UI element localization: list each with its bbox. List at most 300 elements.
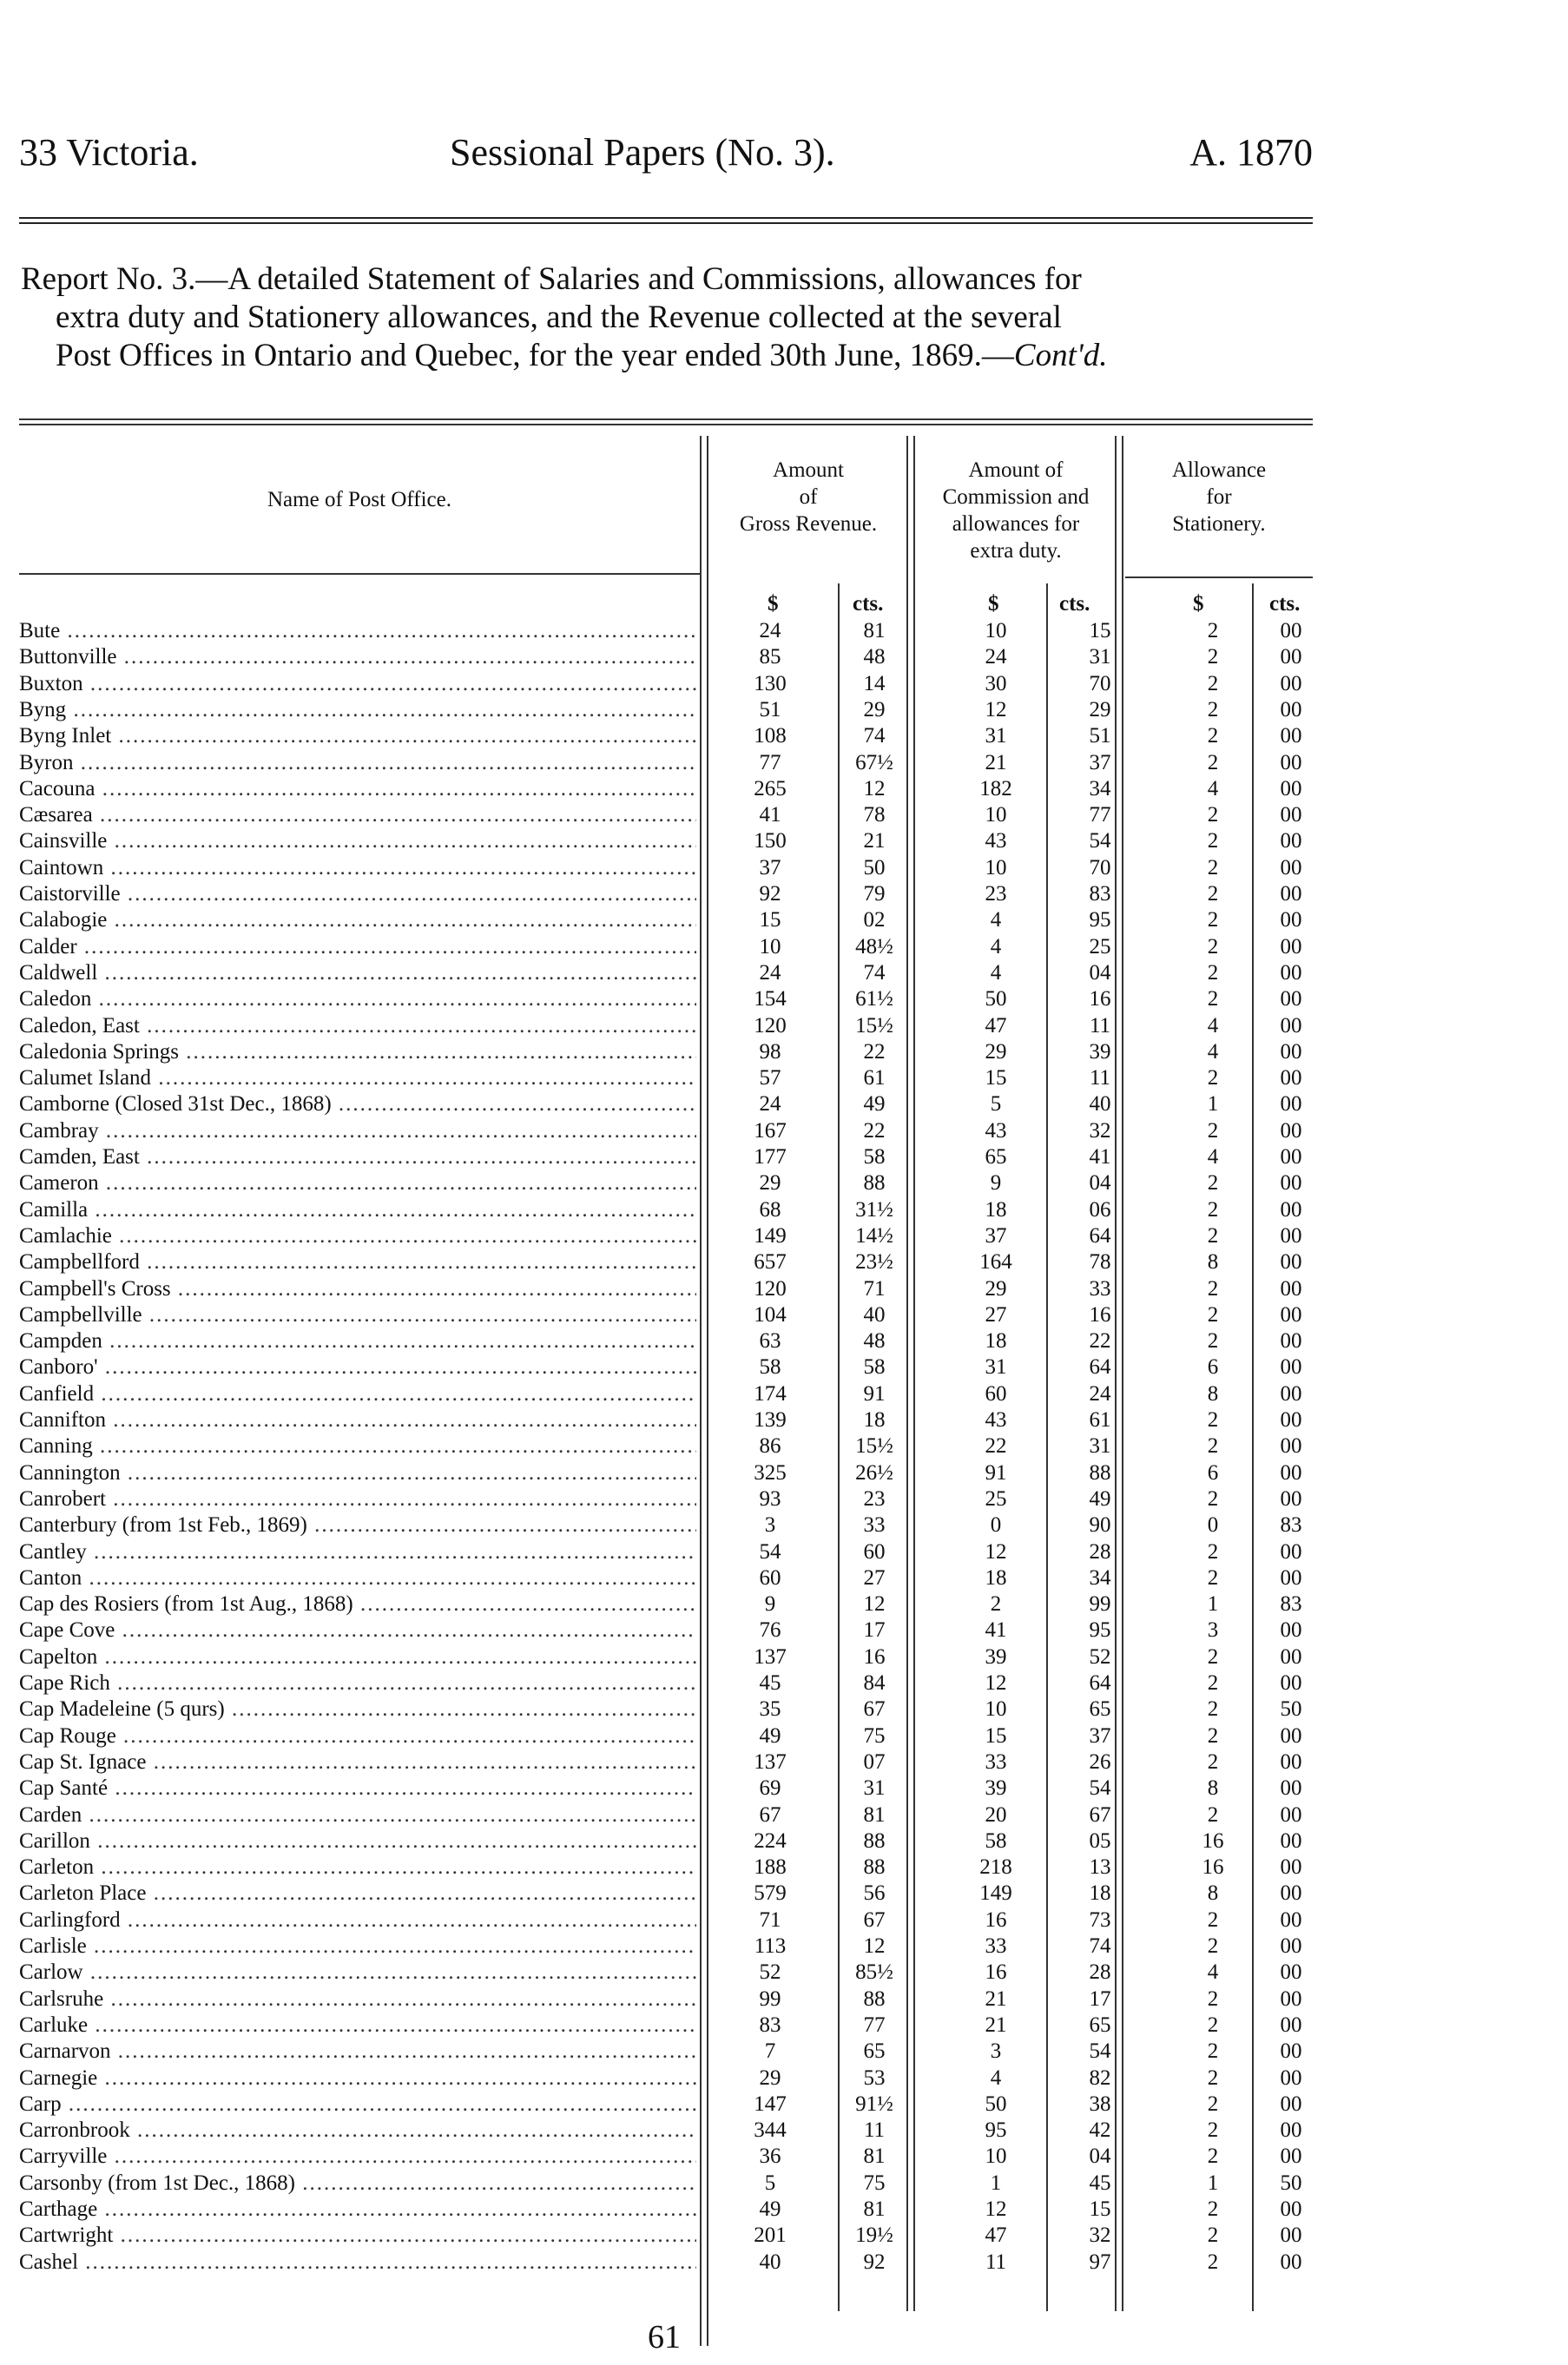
commission-dollars: 58 <box>985 1828 1007 1853</box>
stationery-dollars: 2 <box>1207 1697 1219 1722</box>
gross-dollars: 98 <box>759 1039 781 1064</box>
post-office-name: Cannington ..... <box>19 1460 696 1486</box>
col-stat-line-2: for <box>1206 485 1232 509</box>
commission-cents: 65 <box>1089 2013 1111 2037</box>
col-stat-line-1: Allowance <box>1171 458 1267 482</box>
col-name-header: Name of Post Office. <box>267 488 451 511</box>
gross-dollars: 24 <box>759 1092 781 1117</box>
commission-dollars: 43 <box>985 829 1007 853</box>
table-row <box>19 986 1313 1012</box>
commission-cents: 52 <box>1089 1644 1111 1669</box>
stationery-cents: 00 <box>1280 1907 1302 1932</box>
title-line-1: No. 3.—A detailed Statement of Salaries and Commissions, allowances for <box>115 261 1082 297</box>
commission-cents: 83 <box>1089 882 1111 906</box>
commission-cents: 05 <box>1089 1828 1111 1853</box>
gross-dollars: 104 <box>754 1302 787 1327</box>
col-gross-line-1: Amount <box>773 458 844 482</box>
gross-cents: 78 <box>863 803 886 827</box>
gross-dollars: 86 <box>759 1434 781 1459</box>
gross-cents: 81 <box>863 2144 886 2169</box>
post-office-name: Calumet Island ..... <box>19 1065 696 1091</box>
stationery-dollars: 2 <box>1207 2144 1219 2169</box>
gross-cents: 79 <box>863 882 886 906</box>
stationery-cents: 00 <box>1280 934 1302 959</box>
gross-cents: 27 <box>863 1565 886 1590</box>
gross-dollars: 224 <box>754 1828 787 1853</box>
commission-cents: 11 <box>1089 1066 1111 1090</box>
gross-dollars: 174 <box>754 1381 787 1406</box>
stationery-cents: 00 <box>1280 1828 1302 1853</box>
commission-cents: 95 <box>1089 908 1111 932</box>
commission-dollars: 2 <box>990 1592 1002 1617</box>
table-row <box>19 1749 1313 1775</box>
stationery-cents: 00 <box>1280 645 1302 669</box>
stationery-cents: 00 <box>1280 697 1302 721</box>
table-row <box>19 1617 1313 1644</box>
stationery-dollars: 4 <box>1207 1039 1219 1064</box>
commission-cents: 82 <box>1089 2065 1111 2090</box>
post-office-name: Camden, East ..... <box>19 1144 696 1170</box>
table-row <box>19 1644 1313 1670</box>
commission-dollars: 16 <box>985 1907 1007 1932</box>
stationery-dollars: 2 <box>1207 1118 1219 1143</box>
commission-dollars: 47 <box>985 2223 1007 2248</box>
col-gross-line-3: Gross Revenue. <box>739 512 878 536</box>
report-title <box>21 260 1314 375</box>
commission-cents: 73 <box>1089 1907 1111 1932</box>
commission-cents: 04 <box>1089 960 1111 985</box>
stationery-cents: 00 <box>1280 2092 1302 2116</box>
gross-cents: 48½ <box>855 934 893 959</box>
table-row <box>19 1091 1313 1117</box>
stationery-dollars: 2 <box>1207 1171 1219 1196</box>
gross-cents: 18 <box>863 1408 886 1432</box>
stationery-dollars: 1 <box>1207 1592 1219 1617</box>
stationery-dollars: 1 <box>1207 2171 1219 2195</box>
gross-cents: 88 <box>863 1855 886 1880</box>
col-comm-line-2: Commission and <box>942 485 1090 509</box>
gross-dollars: 85 <box>759 645 781 669</box>
gross-cents: 33 <box>863 1513 886 1538</box>
table-row <box>19 697 1313 723</box>
post-office-name: Carp ..... <box>19 2092 696 2118</box>
gross-cents: 88 <box>863 1171 886 1196</box>
stationery-dollars: 2 <box>1207 908 1219 932</box>
post-office-name: Cap des Rosiers (from 1st Aug., 1868) ..... <box>19 1591 696 1617</box>
gross-dollars: 24 <box>759 960 781 985</box>
stat-dollar-unit: $ <box>1193 592 1204 616</box>
post-office-name: Canrobert ..... <box>19 1486 696 1512</box>
gross-dollars: 69 <box>759 1776 781 1801</box>
post-office-name: Cæsarea ..... <box>19 802 696 828</box>
commission-dollars: 43 <box>985 1408 1007 1432</box>
table-row <box>19 1881 1313 1907</box>
commission-dollars: 12 <box>985 1671 1007 1695</box>
table-row <box>19 618 1313 644</box>
stationery-dollars: 6 <box>1207 1355 1219 1380</box>
post-office-name: Canfield ..... <box>19 1381 696 1407</box>
table-row <box>19 750 1313 776</box>
gross-dollars: 7 <box>764 2039 776 2064</box>
post-office-name: Carden ..... <box>19 1802 696 1828</box>
gross-dollars: 52 <box>759 1960 781 1985</box>
stationery-cents: 00 <box>1280 1986 1302 2011</box>
commission-cents: 04 <box>1089 1171 1111 1196</box>
stationery-dollars: 2 <box>1207 1749 1219 1774</box>
comm-cents-unit: cts. <box>1059 592 1090 616</box>
stationery-dollars: 2 <box>1207 987 1219 1011</box>
commission-dollars: 18 <box>985 1329 1007 1354</box>
post-office-name: Carlingford ..... <box>19 1907 696 1934</box>
stationery-cents: 00 <box>1280 1776 1302 1801</box>
table-row <box>19 1670 1313 1696</box>
col-commission-header <box>917 457 1115 564</box>
commission-cents: 49 <box>1089 1486 1111 1511</box>
commission-dollars: 37 <box>985 1223 1007 1248</box>
stationery-cents: 83 <box>1280 1592 1302 1617</box>
stationery-dollars: 2 <box>1207 2223 1219 2248</box>
gross-dollars: 147 <box>754 2092 787 2116</box>
stationery-cents: 00 <box>1280 1434 1302 1459</box>
table-row <box>19 907 1313 933</box>
gross-dollars: 579 <box>754 1881 787 1906</box>
gross-dollars: 36 <box>759 2144 781 2169</box>
commission-dollars: 18 <box>985 1565 1007 1590</box>
stationery-dollars: 3 <box>1207 1618 1219 1643</box>
gross-cents: 61 <box>863 1066 886 1090</box>
commission-dollars: 23 <box>985 882 1007 906</box>
commission-dollars: 47 <box>985 1013 1007 1038</box>
gross-dollars: 139 <box>754 1408 787 1432</box>
stationery-dollars: 4 <box>1207 1145 1219 1169</box>
post-office-name: Calder ..... <box>19 934 696 960</box>
commission-dollars: 21 <box>985 750 1007 774</box>
post-office-name: Canton ..... <box>19 1565 696 1591</box>
stationery-dollars: 2 <box>1207 1565 1219 1590</box>
stationery-dollars: 2 <box>1207 724 1219 748</box>
gross-cents: 14½ <box>855 1223 893 1248</box>
stationery-dollars: 2 <box>1207 1644 1219 1669</box>
gross-dollars: 9 <box>764 1592 776 1617</box>
gross-dollars: 76 <box>759 1618 781 1643</box>
commission-cents: 34 <box>1089 776 1111 800</box>
table-row <box>19 1013 1313 1039</box>
table-row <box>19 2144 1313 2170</box>
commission-cents: 11 <box>1089 1013 1111 1038</box>
stationery-cents: 00 <box>1280 2144 1302 2169</box>
stationery-dollars: 2 <box>1207 1907 1219 1932</box>
stationery-cents: 00 <box>1280 1749 1302 1774</box>
commission-cents: 40 <box>1089 1092 1111 1117</box>
table-row <box>19 1960 1313 1986</box>
gross-cents: 23½ <box>855 1250 893 1275</box>
gross-cents: 85½ <box>855 1960 893 1985</box>
col-gross-header <box>710 457 906 537</box>
stationery-cents: 00 <box>1280 2118 1302 2143</box>
table-row <box>19 1197 1313 1223</box>
commission-dollars: 31 <box>985 1355 1007 1380</box>
gross-dollars: 67 <box>759 1802 781 1827</box>
stationery-dollars: 2 <box>1207 1434 1219 1459</box>
table-row <box>19 1828 1313 1854</box>
stationery-dollars: 2 <box>1207 1223 1219 1248</box>
commission-cents: 06 <box>1089 1197 1111 1222</box>
stationery-dollars: 2 <box>1207 619 1219 642</box>
commission-cents: 22 <box>1089 1329 1111 1354</box>
table-top-rule-2 <box>19 424 1313 425</box>
post-office-name: Caledon ..... <box>19 986 696 1012</box>
table-row <box>19 2065 1313 2092</box>
post-office-name: Cashel ..... <box>19 2250 696 2276</box>
post-office-name: Cantley ..... <box>19 1539 696 1565</box>
commission-cents: 34 <box>1089 1565 1111 1590</box>
gross-cents: 29 <box>863 697 886 721</box>
gross-dollar-unit: $ <box>768 592 779 616</box>
commission-cents: 16 <box>1089 1302 1111 1327</box>
commission-dollars: 29 <box>985 1039 1007 1064</box>
title-cont: Cont'd. <box>1013 338 1108 373</box>
commission-dollars: 149 <box>979 1881 1012 1906</box>
gross-dollars: 154 <box>754 987 787 1011</box>
gross-dollars: 5 <box>764 2171 776 2195</box>
sessional-papers-label: Sessional Papers (No. 3). <box>450 131 835 174</box>
stationery-cents: 00 <box>1280 1539 1302 1564</box>
stationery-dollars: 2 <box>1207 1671 1219 1695</box>
table-row <box>19 1302 1313 1328</box>
gross-cents: 53 <box>863 2065 886 2090</box>
post-office-name: Camborne (Closed 31st Dec., 1868) ..... <box>19 1091 696 1117</box>
commission-dollars: 39 <box>985 1776 1007 1801</box>
commission-dollars: 18 <box>985 1197 1007 1222</box>
table-row <box>19 2039 1313 2065</box>
gross-dollars: 265 <box>754 776 787 800</box>
commission-dollars: 10 <box>985 855 1007 879</box>
table-row <box>19 2197 1313 2223</box>
gross-cents: 26½ <box>855 1460 893 1485</box>
post-office-name: Carlow ..... <box>19 1960 696 1986</box>
commission-cents: 25 <box>1089 934 1111 959</box>
gross-cents: 65 <box>863 2039 886 2064</box>
gross-cents: 58 <box>863 1145 886 1169</box>
header-bottom-rule <box>19 573 700 575</box>
gross-dollars: 137 <box>754 1749 787 1774</box>
stationery-cents: 00 <box>1280 2223 1302 2248</box>
gross-dollars: 40 <box>759 2250 781 2274</box>
gross-cents: 49 <box>863 1092 886 1117</box>
stationery-cents: 00 <box>1280 908 1302 932</box>
commission-dollars: 12 <box>985 697 1007 721</box>
stationery-cents: 00 <box>1280 2250 1302 2274</box>
table-row <box>19 934 1313 960</box>
commission-dollars: 3 <box>990 2039 1002 2064</box>
stationery-cents: 00 <box>1280 855 1302 879</box>
gross-cents: 12 <box>863 1934 886 1958</box>
commission-cents: 28 <box>1089 1539 1111 1564</box>
stat-cents-unit: cts. <box>1269 592 1301 616</box>
gross-dollars: 10 <box>759 934 781 959</box>
commission-dollars: 4 <box>990 934 1002 959</box>
stationery-cents: 00 <box>1280 1960 1302 1985</box>
stationery-dollars: 6 <box>1207 1460 1219 1485</box>
stationery-cents: 00 <box>1280 1460 1302 1485</box>
session-label: 33 Victoria. <box>19 131 199 174</box>
gross-dollars: 325 <box>754 1460 787 1485</box>
table-row <box>19 881 1313 907</box>
commission-dollars: 9 <box>990 1171 1002 1196</box>
post-office-name: Carronbrook ..... <box>19 2118 696 2144</box>
gross-cents: 71 <box>863 1276 886 1301</box>
post-office-name: Caledonia Springs ..... <box>19 1039 696 1065</box>
commission-cents: 54 <box>1089 2039 1111 2064</box>
gross-cents: 22 <box>863 1118 886 1143</box>
post-office-name: Buxton ..... <box>19 671 696 697</box>
commission-dollars: 182 <box>979 776 1012 800</box>
gross-cents: 31½ <box>855 1197 893 1222</box>
table-row <box>19 1144 1313 1170</box>
table-row <box>19 1723 1313 1749</box>
commission-cents: 39 <box>1089 1039 1111 1064</box>
table-row <box>19 1802 1313 1828</box>
stationery-dollars: 2 <box>1207 882 1219 906</box>
gross-dollars: 60 <box>759 1565 781 1590</box>
commission-cents: 38 <box>1089 2092 1111 2116</box>
stationery-dollars: 2 <box>1207 1986 1219 2011</box>
table-row <box>19 1407 1313 1433</box>
table-row <box>19 1539 1313 1565</box>
commission-cents: 95 <box>1089 1618 1111 1643</box>
gross-dollars: 120 <box>754 1013 787 1038</box>
title-line-2: extra duty and Stationery allowances, and the Revenue collected at the several <box>56 300 1062 335</box>
table-row <box>19 802 1313 828</box>
stationery-dollars: 2 <box>1207 1408 1219 1432</box>
stationery-dollars: 1 <box>1207 1092 1219 1117</box>
gross-cents: 74 <box>863 724 886 748</box>
gross-dollars: 51 <box>759 697 781 721</box>
table-row <box>19 1486 1313 1512</box>
stationery-cents: 00 <box>1280 1881 1302 1906</box>
table-row <box>19 2118 1313 2144</box>
post-office-name: Carsonby (from 1st Dec., 1868) ..... <box>19 2171 696 2197</box>
commission-dollars: 0 <box>990 1513 1002 1538</box>
stationery-cents: 00 <box>1280 671 1302 695</box>
gross-cents: 50 <box>863 855 886 879</box>
table-row <box>19 1118 1313 1144</box>
gross-cents: 58 <box>863 1355 886 1380</box>
header-rule-2 <box>19 222 1313 224</box>
stationery-dollars: 8 <box>1207 1381 1219 1406</box>
stationery-cents: 00 <box>1280 803 1302 827</box>
post-office-name: Cainsville ..... <box>19 828 696 854</box>
commission-cents: 15 <box>1089 619 1111 642</box>
stationery-dollars: 2 <box>1207 2092 1219 2116</box>
gross-cents: 07 <box>863 1749 886 1774</box>
table-row <box>19 960 1313 986</box>
gross-dollars: 201 <box>754 2223 787 2248</box>
stationery-dollars: 2 <box>1207 1329 1219 1354</box>
stationery-dollars: 2 <box>1207 1802 1219 1827</box>
stationery-cents: 00 <box>1280 1486 1302 1511</box>
stationery-cents: 00 <box>1280 1355 1302 1380</box>
gross-dollars: 63 <box>759 1329 781 1354</box>
commission-cents: 41 <box>1089 1145 1111 1169</box>
commission-dollars: 21 <box>985 1986 1007 2011</box>
stationery-cents: 00 <box>1280 882 1302 906</box>
stationery-cents: 00 <box>1280 776 1302 800</box>
table-top-rule <box>19 418 1313 420</box>
commission-dollars: 39 <box>985 1644 1007 1669</box>
stationery-dollars: 2 <box>1207 1934 1219 1958</box>
stationery-cents: 00 <box>1280 1302 1302 1327</box>
gross-cents: 61½ <box>855 987 893 1011</box>
commission-dollars: 31 <box>985 724 1007 748</box>
gross-cents: 77 <box>863 2013 886 2037</box>
commission-cents: 15 <box>1089 2197 1111 2221</box>
gross-cents: 12 <box>863 1592 886 1617</box>
table-row <box>19 1354 1313 1380</box>
commission-dollars: 15 <box>985 1723 1007 1748</box>
stationery-cents: 00 <box>1280 1855 1302 1880</box>
gross-dollars: 344 <box>754 2118 787 2143</box>
gross-cents: 56 <box>863 1881 886 1906</box>
commission-cents: 42 <box>1089 2118 1111 2143</box>
stationery-cents: 00 <box>1280 829 1302 853</box>
stationery-cents: 00 <box>1280 1802 1302 1827</box>
post-office-name: Canning ..... <box>19 1433 696 1459</box>
stationery-dollars: 2 <box>1207 1723 1219 1748</box>
post-office-name: Carlisle ..... <box>19 1934 696 1960</box>
post-office-name: Carnegie ..... <box>19 2065 696 2092</box>
gross-cents: 17 <box>863 1618 886 1643</box>
gross-dollars: 130 <box>754 671 787 695</box>
commission-cents: 13 <box>1089 1855 1111 1880</box>
stationery-dollars: 8 <box>1207 1881 1219 1906</box>
gross-cents: 12 <box>863 776 886 800</box>
gross-dollars: 58 <box>759 1355 781 1380</box>
stationery-dollars: 2 <box>1207 960 1219 985</box>
stationery-dollars: 16 <box>1202 1828 1224 1853</box>
gross-dollars: 49 <box>759 2197 781 2221</box>
stationery-cents: 00 <box>1280 987 1302 1011</box>
commission-cents: 45 <box>1089 2171 1111 2195</box>
commission-dollars: 10 <box>985 2144 1007 2169</box>
post-office-name: Campden ..... <box>19 1328 696 1354</box>
post-office-name: Carluke ..... <box>19 2013 696 2039</box>
commission-dollars: 29 <box>985 1276 1007 1301</box>
gross-dollars: 177 <box>754 1145 787 1169</box>
stationery-dollars: 4 <box>1207 776 1219 800</box>
stationery-cents: 00 <box>1280 1644 1302 1669</box>
table-row <box>19 2092 1313 2118</box>
post-office-name: Carleton ..... <box>19 1854 696 1881</box>
table-row <box>19 1907 1313 1934</box>
gross-cents: 60 <box>863 1539 886 1564</box>
table-row <box>19 2171 1313 2197</box>
stationery-cents: 00 <box>1280 1723 1302 1748</box>
gross-dollars: 93 <box>759 1486 781 1511</box>
title-line-3: Post Offices in Ontario and Quebec, for the year ended 30th June, 1869.— <box>56 338 1014 373</box>
commission-dollars: 164 <box>979 1250 1012 1275</box>
gross-cents: 40 <box>863 1302 886 1327</box>
stationery-cents: 00 <box>1280 1618 1302 1643</box>
gross-cents: 21 <box>863 829 886 853</box>
table-row <box>19 1170 1313 1196</box>
post-office-name: Cacouna ..... <box>19 776 696 802</box>
commission-cents: 29 <box>1089 697 1111 721</box>
gross-dollars: 68 <box>759 1197 781 1222</box>
gross-dollars: 41 <box>759 803 781 827</box>
post-office-name: Byng ..... <box>19 697 696 723</box>
stationery-cents: 00 <box>1280 2013 1302 2037</box>
